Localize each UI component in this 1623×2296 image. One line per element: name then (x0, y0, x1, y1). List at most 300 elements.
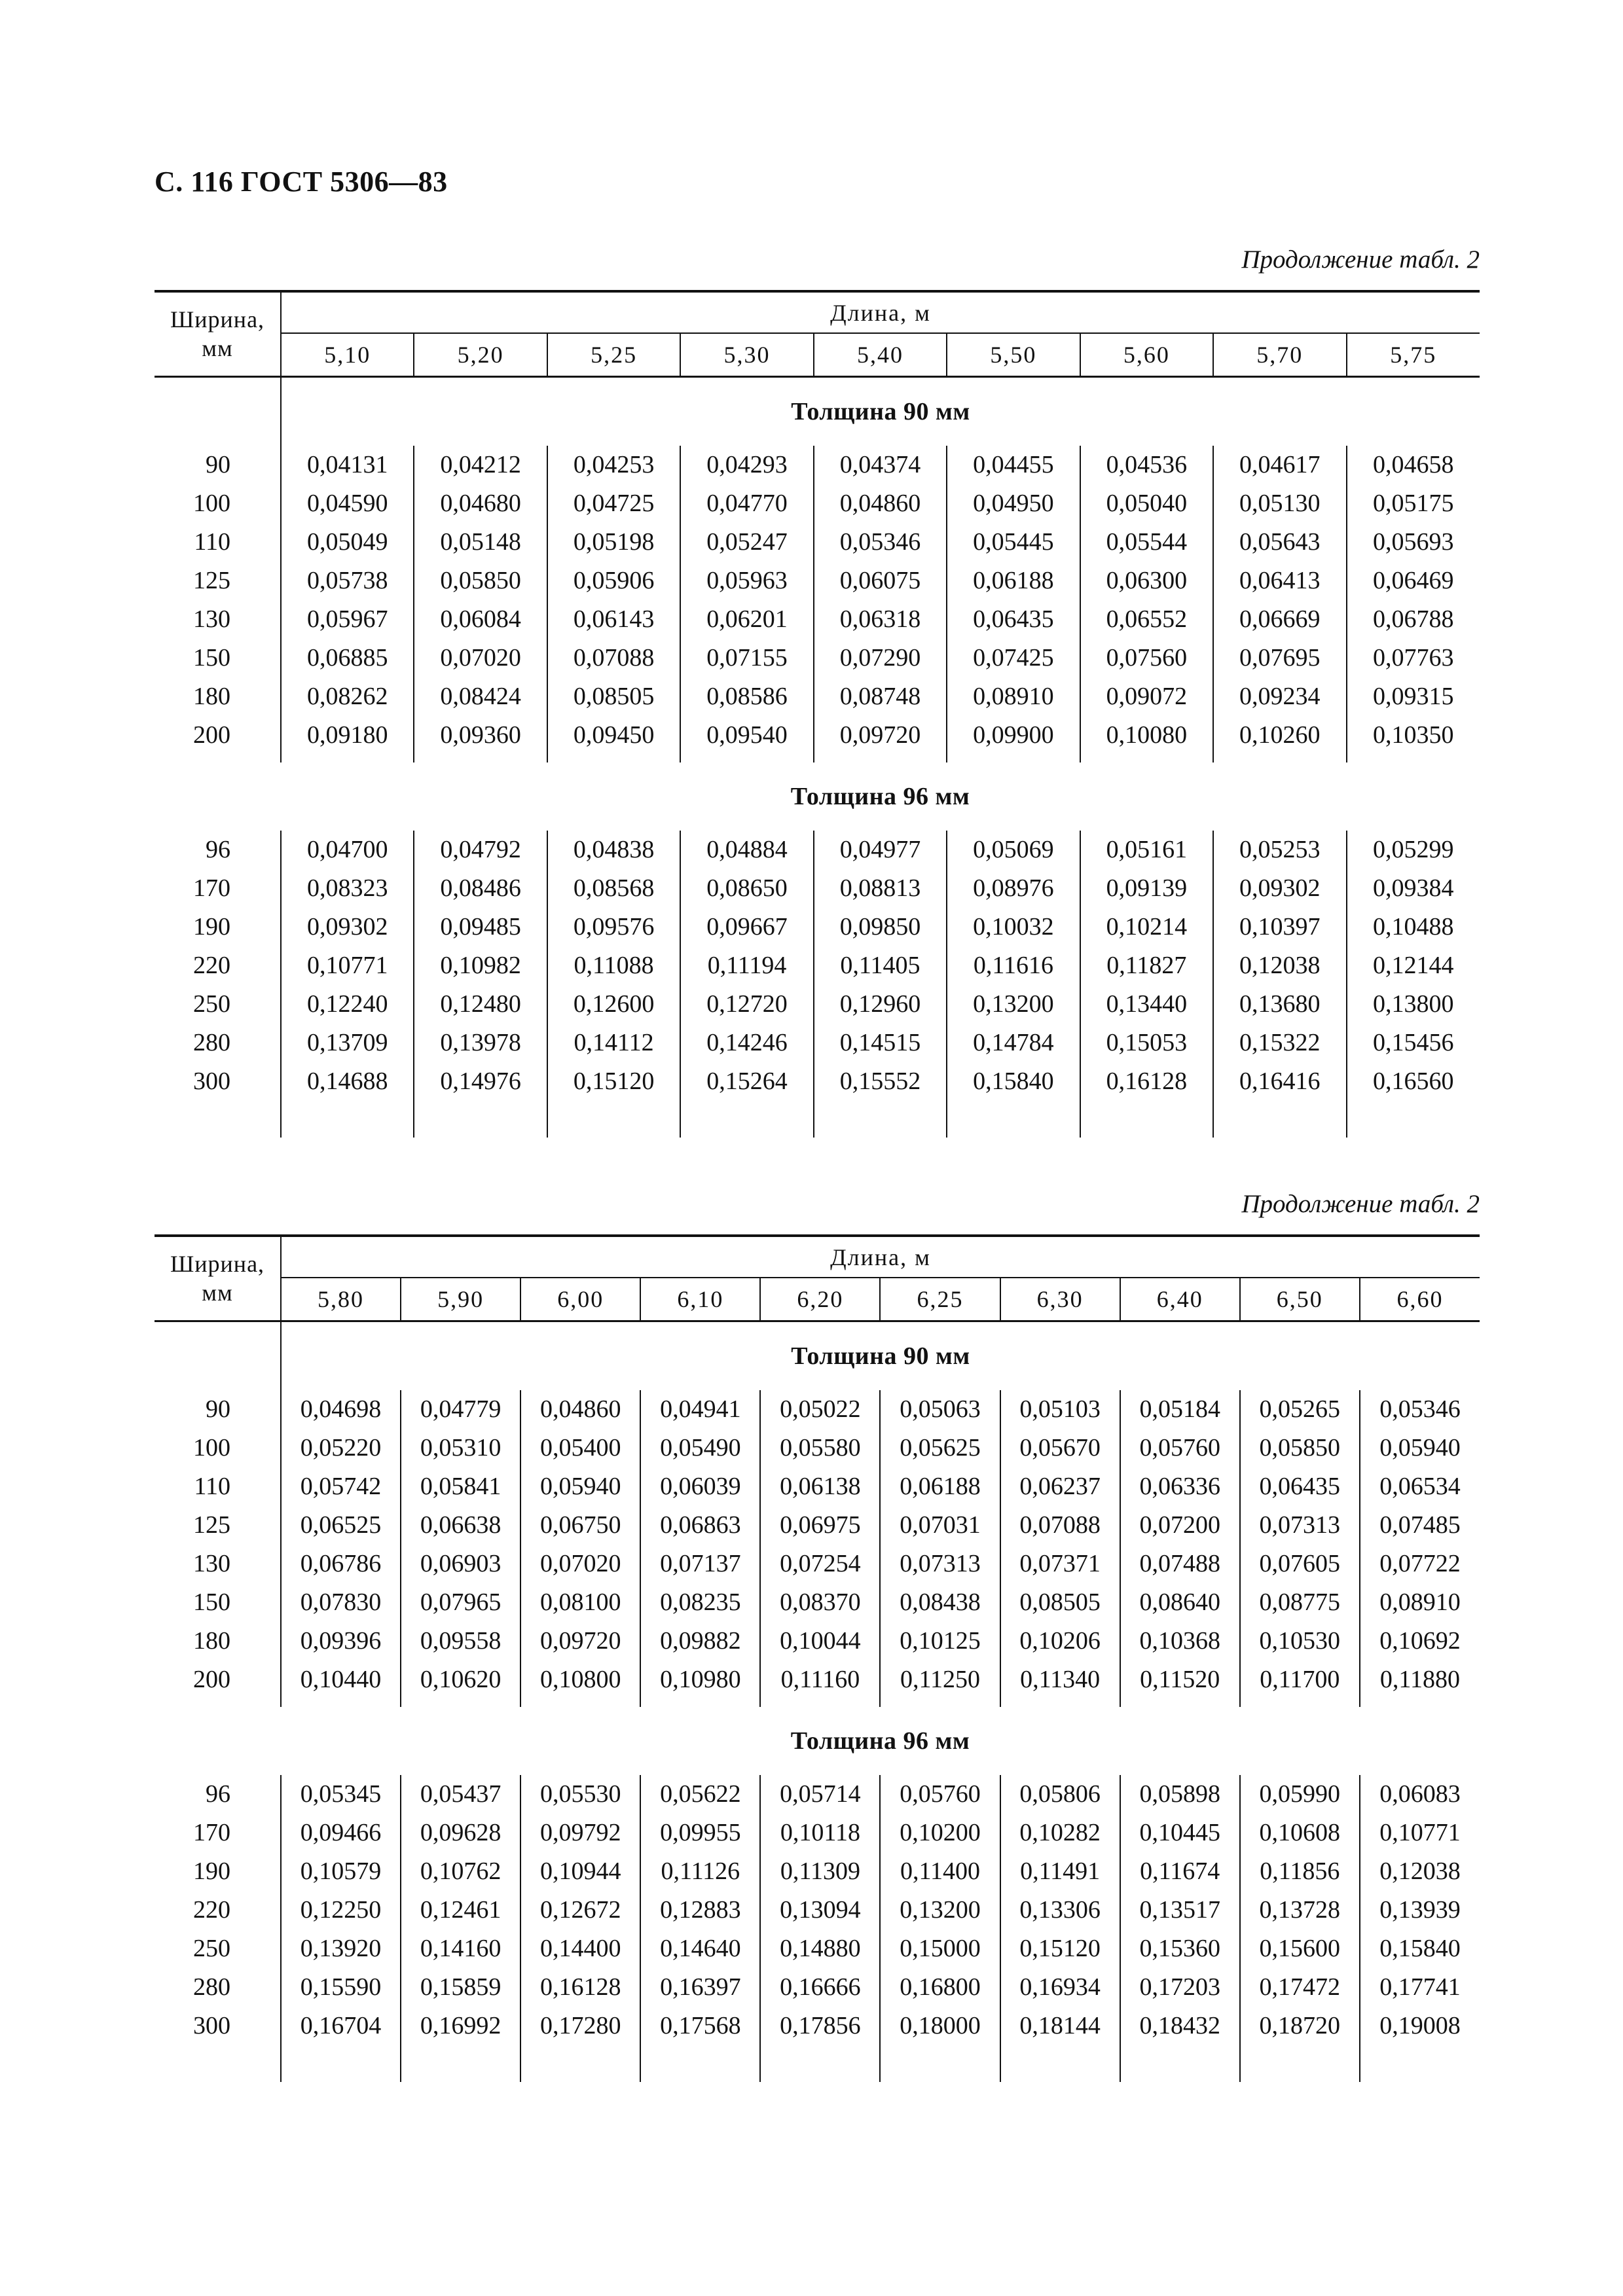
volume-cell: 0,12720 (680, 985, 813, 1024)
length-value-header: 5,70 (1213, 333, 1346, 376)
width-cell: 110 (194, 1473, 230, 1500)
volume-cell: 0,08910 (947, 677, 1080, 716)
volume-cell: 0,12250 (281, 1891, 401, 1929)
volume-cell: 0,15859 (401, 1968, 520, 2007)
volume-cell: 0,08910 (1360, 1583, 1480, 1622)
volume-cell: 0,07031 (880, 1506, 1000, 1545)
volume-cell: 0,04779 (401, 1390, 520, 1429)
table-row (155, 600, 1480, 639)
width-cell: 170 (193, 1819, 230, 1846)
volume-cell: 0,07254 (760, 1545, 880, 1583)
volume-cell: 0,06188 (880, 1467, 1000, 1506)
volume-cell: 0,06863 (640, 1506, 760, 1545)
volume-cell: 0,05022 (760, 1390, 880, 1429)
table-row (155, 484, 1480, 523)
table-row (155, 523, 1480, 562)
volume-cell: 0,10368 (1120, 1622, 1240, 1660)
volume-cell: 0,09302 (1213, 869, 1346, 908)
volume-cell: 0,04536 (1080, 446, 1213, 484)
volume-cell: 0,10282 (1000, 1814, 1120, 1852)
volume-cell: 0,15840 (1360, 1929, 1480, 1968)
volume-cell: 0,06552 (1080, 600, 1213, 639)
volume-cell: 0,05400 (520, 1429, 640, 1467)
volume-cell: 0,09360 (414, 716, 547, 755)
volume-cell: 0,05544 (1080, 523, 1213, 562)
volume-cell: 0,10608 (1240, 1814, 1360, 1852)
width-cell: 150 (193, 644, 230, 672)
table-row (155, 446, 1480, 484)
volume-cell: 0,15322 (1213, 1024, 1346, 1062)
volume-cell: 0,08586 (680, 677, 813, 716)
volume-cell: 0,12144 (1347, 946, 1480, 985)
volume-cell: 0,09384 (1347, 869, 1480, 908)
volume-cell: 0,06188 (947, 562, 1080, 600)
volume-cell: 0,08323 (281, 869, 414, 908)
volume-cell: 0,05247 (680, 523, 813, 562)
volume-cell: 0,17568 (640, 2007, 760, 2045)
volume-cell: 0,13306 (1000, 1891, 1120, 1929)
volume-cell: 0,05069 (947, 831, 1080, 869)
volume-cell: 0,07763 (1347, 639, 1480, 677)
width-cell: 250 (193, 990, 230, 1018)
width-cell: 90 (206, 1395, 230, 1423)
section-title: Толщина 90 мм (281, 376, 1480, 446)
volume-cell: 0,06143 (547, 600, 680, 639)
length-value-header: 6,25 (880, 1278, 1000, 1321)
volume-cell: 0,09485 (414, 908, 547, 946)
volume-cell: 0,05841 (401, 1467, 520, 1506)
width-cell: 220 (193, 952, 230, 979)
volume-cell: 0,15456 (1347, 1024, 1480, 1062)
volume-cell: 0,05990 (1240, 1775, 1360, 1814)
volume-cell: 0,05103 (1000, 1390, 1120, 1429)
length-value-header: 6,10 (640, 1278, 760, 1321)
volume-cell: 0,07155 (680, 639, 813, 677)
volume-cell: 0,14400 (520, 1929, 640, 1968)
volume-cell: 0,05437 (401, 1775, 520, 1814)
volume-cell: 0,10944 (520, 1852, 640, 1891)
width-cell: 150 (193, 1588, 230, 1616)
volume-cell: 0,12480 (414, 985, 547, 1024)
volume-table (155, 1234, 1480, 2082)
volume-cell: 0,05530 (520, 1775, 640, 1814)
volume-cell: 0,16128 (1080, 1062, 1213, 1101)
volume-cell: 0,09850 (814, 908, 947, 946)
width-cell: 300 (193, 2012, 230, 2039)
volume-cell: 0,10488 (1347, 908, 1480, 946)
volume-cell: 0,08235 (640, 1583, 760, 1622)
volume-cell: 0,08650 (680, 869, 813, 908)
volume-cell: 0,10771 (281, 946, 414, 985)
volume-cell: 0,09180 (281, 716, 414, 755)
volume-cell: 0,06750 (520, 1506, 640, 1545)
volume-cell: 0,05445 (947, 523, 1080, 562)
volume-cell: 0,10620 (401, 1660, 520, 1699)
table-row (155, 1429, 1480, 1467)
volume-cell: 0,11827 (1080, 946, 1213, 985)
section-title: Толщина 96 мм (790, 782, 970, 810)
table-row (155, 869, 1480, 908)
volume-cell: 0,11250 (880, 1660, 1000, 1699)
volume-cell: 0,13939 (1360, 1891, 1480, 1929)
volume-cell: 0,09882 (640, 1622, 760, 1660)
volume-cell: 0,06469 (1347, 562, 1480, 600)
volume-cell: 0,06638 (401, 1506, 520, 1545)
volume-cell: 0,07830 (281, 1583, 401, 1622)
table-row (155, 1660, 1480, 1699)
volume-cell: 0,08424 (414, 677, 547, 716)
volume-cell: 0,14112 (547, 1024, 680, 1062)
volume-cell: 0,05760 (1120, 1429, 1240, 1467)
volume-cell: 0,10800 (520, 1660, 640, 1699)
volume-cell: 0,10692 (1360, 1622, 1480, 1660)
volume-cell: 0,12038 (1213, 946, 1346, 985)
volume-cell: 0,12600 (547, 985, 680, 1024)
volume-cell: 0,16666 (760, 1968, 880, 2007)
length-value-header: 6,20 (760, 1278, 880, 1321)
volume-cell: 0,11674 (1120, 1852, 1240, 1891)
volume-cell: 0,14160 (401, 1929, 520, 1968)
volume-cell: 0,06669 (1213, 600, 1346, 639)
volume-cell: 0,07965 (401, 1583, 520, 1622)
table-row (155, 985, 1480, 1024)
volume-cell: 0,05643 (1213, 523, 1346, 562)
width-cell: 190 (193, 1857, 230, 1885)
volume-table (155, 290, 1480, 1138)
volume-cell: 0,10771 (1360, 1814, 1480, 1852)
volume-cell: 0,04293 (680, 446, 813, 484)
volume-cell: 0,09540 (680, 716, 813, 755)
volume-cell: 0,04131 (281, 446, 414, 484)
volume-cell: 0,14880 (760, 1929, 880, 1968)
volume-cell: 0,05898 (1120, 1775, 1240, 1814)
volume-cell: 0,04860 (520, 1390, 640, 1429)
volume-cell: 0,16128 (520, 1968, 640, 2007)
length-header: Длина, м (281, 291, 1480, 333)
table-row (155, 677, 1480, 716)
volume-cell: 0,04770 (680, 484, 813, 523)
volume-cell: 0,07425 (947, 639, 1080, 677)
volume-cell: 0,13978 (414, 1024, 547, 1062)
volume-cell: 0,06975 (760, 1506, 880, 1545)
volume-cell: 0,06201 (680, 600, 813, 639)
volume-cell: 0,05346 (1360, 1390, 1480, 1429)
volume-cell: 0,06534 (1360, 1467, 1480, 1506)
volume-cell: 0,09900 (947, 716, 1080, 755)
volume-cell: 0,05967 (281, 600, 414, 639)
volume-cell: 0,04884 (680, 831, 813, 869)
table-row (155, 1891, 1480, 1929)
volume-cell: 0,09450 (547, 716, 680, 755)
table-row (155, 946, 1480, 985)
volume-cell: 0,09792 (520, 1814, 640, 1852)
volume-cell: 0,09667 (680, 908, 813, 946)
volume-cell: 0,11088 (547, 946, 680, 985)
volume-cell: 0,14515 (814, 1024, 947, 1062)
volume-cell: 0,09396 (281, 1622, 401, 1660)
table-row (155, 1775, 1480, 1814)
volume-cell: 0,06788 (1347, 600, 1480, 639)
volume-cell: 0,08640 (1120, 1583, 1240, 1622)
volume-cell: 0,05161 (1080, 831, 1213, 869)
volume-cell: 0,07313 (880, 1545, 1000, 1583)
volume-cell: 0,07695 (1213, 639, 1346, 677)
volume-cell: 0,05148 (414, 523, 547, 562)
volume-cell: 0,10579 (281, 1852, 401, 1891)
volume-cell: 0,05742 (281, 1467, 401, 1506)
volume-cell: 0,05130 (1213, 484, 1346, 523)
volume-cell: 0,08262 (281, 677, 414, 716)
width-cell: 125 (193, 567, 230, 594)
volume-cell: 0,11880 (1360, 1660, 1480, 1699)
volume-cell: 0,14976 (414, 1062, 547, 1101)
volume-cell: 0,05299 (1347, 831, 1480, 869)
volume-cell: 0,11700 (1240, 1660, 1360, 1699)
volume-cell: 0,10125 (880, 1622, 1000, 1660)
length-header: Длина, м (281, 1236, 1480, 1278)
volume-cell: 0,14640 (640, 1929, 760, 1968)
volume-cell: 0,17856 (760, 2007, 880, 2045)
volume-cell: 0,15590 (281, 1968, 401, 2007)
volume-cell: 0,16704 (281, 2007, 401, 2045)
volume-cell: 0,05714 (760, 1775, 880, 1814)
volume-cell: 0,12672 (520, 1891, 640, 1929)
volume-cell: 0,09315 (1347, 677, 1480, 716)
volume-cell: 0,04680 (414, 484, 547, 523)
width-cell: 190 (193, 913, 230, 941)
volume-cell: 0,13800 (1347, 985, 1480, 1024)
volume-cell: 0,15000 (880, 1929, 1000, 1968)
volume-cell: 0,05049 (281, 523, 414, 562)
volume-cell: 0,09302 (281, 908, 414, 946)
width-cell: 180 (193, 1627, 230, 1655)
volume-cell: 0,08370 (760, 1583, 880, 1622)
volume-cell: 0,10397 (1213, 908, 1346, 946)
volume-cell: 0,12883 (640, 1891, 760, 1929)
length-value-header: 5,30 (680, 333, 813, 376)
volume-cell: 0,05760 (880, 1775, 1000, 1814)
volume-cell: 0,13680 (1213, 985, 1346, 1024)
length-value-header: 5,60 (1080, 333, 1213, 376)
volume-cell: 0,10080 (1080, 716, 1213, 755)
width-cell: 130 (193, 1550, 230, 1577)
table-row (155, 639, 1480, 677)
table-row (155, 1545, 1480, 1583)
volume-cell: 0,18432 (1120, 2007, 1240, 2045)
volume-cell: 0,11491 (1000, 1852, 1120, 1891)
volume-cell: 0,10982 (414, 946, 547, 985)
volume-cell: 0,10445 (1120, 1814, 1240, 1852)
table-row (155, 1929, 1480, 1968)
volume-cell: 0,04950 (947, 484, 1080, 523)
table-row (155, 1814, 1480, 1852)
volume-cell: 0,09558 (401, 1622, 520, 1660)
length-value-header: 5,20 (414, 333, 547, 376)
volume-cell: 0,14784 (947, 1024, 1080, 1062)
width-cell: 90 (206, 451, 230, 478)
length-value-header: 5,90 (401, 1278, 520, 1321)
volume-cell: 0,10214 (1080, 908, 1213, 946)
volume-cell: 0,17203 (1120, 1968, 1240, 2007)
volume-cell: 0,16416 (1213, 1062, 1346, 1101)
volume-cell: 0,04941 (640, 1390, 760, 1429)
volume-cell: 0,05850 (414, 562, 547, 600)
volume-cell: 0,08505 (547, 677, 680, 716)
width-cell: 200 (193, 1666, 230, 1693)
volume-cell: 0,11400 (880, 1852, 1000, 1891)
volume-cell: 0,05625 (880, 1429, 1000, 1467)
volume-cell: 0,07560 (1080, 639, 1213, 677)
volume-cell: 0,15360 (1120, 1929, 1240, 1968)
volume-cell: 0,06525 (281, 1506, 401, 1545)
volume-cell: 0,06083 (1360, 1775, 1480, 1814)
table-caption: Продолжение табл. 2 (1241, 245, 1480, 274)
volume-cell: 0,11194 (680, 946, 813, 985)
volume-cell: 0,04253 (547, 446, 680, 484)
volume-cell: 0,08100 (520, 1583, 640, 1622)
table-caption: Продолжение табл. 2 (1241, 1190, 1480, 1218)
volume-cell: 0,08438 (880, 1583, 1000, 1622)
volume-cell: 0,10440 (281, 1660, 401, 1699)
volume-cell: 0,17472 (1240, 1968, 1360, 2007)
volume-cell: 0,07371 (1000, 1545, 1120, 1583)
volume-cell: 0,07200 (1120, 1506, 1240, 1545)
volume-cell: 0,09955 (640, 1814, 760, 1852)
volume-cell: 0,06084 (414, 600, 547, 639)
table-row (155, 1506, 1480, 1545)
volume-cell: 0,04212 (414, 446, 547, 484)
volume-cell: 0,08568 (547, 869, 680, 908)
volume-cell: 0,05580 (760, 1429, 880, 1467)
volume-cell: 0,15264 (680, 1062, 813, 1101)
volume-cell: 0,07722 (1360, 1545, 1480, 1583)
volume-cell: 0,07605 (1240, 1545, 1360, 1583)
volume-cell: 0,09466 (281, 1814, 401, 1852)
volume-cell: 0,18720 (1240, 2007, 1360, 2045)
volume-cell: 0,08976 (947, 869, 1080, 908)
volume-cell: 0,04374 (814, 446, 947, 484)
volume-cell: 0,16800 (880, 1968, 1000, 2007)
table-row (155, 1622, 1480, 1660)
table-row (155, 1390, 1480, 1429)
volume-cell: 0,04590 (281, 484, 414, 523)
volume-cell: 0,11405 (814, 946, 947, 985)
width-cell: 100 (193, 1434, 230, 1462)
volume-cell: 0,10530 (1240, 1622, 1360, 1660)
volume-cell: 0,06075 (814, 562, 947, 600)
volume-cell: 0,05906 (547, 562, 680, 600)
table-row (155, 716, 1480, 755)
volume-cell: 0,05490 (640, 1429, 760, 1467)
volume-cell: 0,05345 (281, 1775, 401, 1814)
volume-cell: 0,16560 (1347, 1062, 1480, 1101)
volume-cell: 0,16397 (640, 1968, 760, 2007)
volume-cell: 0,04617 (1213, 446, 1346, 484)
volume-cell: 0,15840 (947, 1062, 1080, 1101)
volume-cell: 0,10762 (401, 1852, 520, 1891)
volume-cell: 0,18144 (1000, 2007, 1120, 2045)
volume-cell: 0,09576 (547, 908, 680, 946)
table-row (155, 2007, 1480, 2045)
width-column-header: Ширина, мм (155, 291, 281, 376)
volume-cell: 0,13709 (281, 1024, 414, 1062)
length-value-header: 5,25 (547, 333, 680, 376)
volume-cell: 0,06336 (1120, 1467, 1240, 1506)
volume-cell: 0,07088 (547, 639, 680, 677)
volume-cell: 0,11126 (640, 1852, 760, 1891)
volume-cell: 0,10044 (760, 1622, 880, 1660)
width-cell: 250 (193, 1935, 230, 1962)
width-cell: 110 (194, 528, 230, 556)
volume-cell: 0,18000 (880, 2007, 1000, 2045)
volume-cell: 0,08813 (814, 869, 947, 908)
volume-cell: 0,11309 (760, 1852, 880, 1891)
volume-cell: 0,04977 (814, 831, 947, 869)
volume-cell: 0,06903 (401, 1545, 520, 1583)
volume-cell: 0,06435 (947, 600, 1080, 639)
volume-cell: 0,04838 (547, 831, 680, 869)
length-value-header: 6,60 (1360, 1278, 1480, 1321)
volume-cell: 0,12461 (401, 1891, 520, 1929)
volume-cell: 0,07290 (814, 639, 947, 677)
volume-cell: 0,05806 (1000, 1775, 1120, 1814)
volume-cell: 0,07313 (1240, 1506, 1360, 1545)
volume-cell: 0,16934 (1000, 1968, 1120, 2007)
volume-cell: 0,08486 (414, 869, 547, 908)
volume-cell: 0,06138 (760, 1467, 880, 1506)
volume-cell: 0,05940 (1360, 1429, 1480, 1467)
table-row (155, 1852, 1480, 1891)
length-value-header: 6,40 (1120, 1278, 1240, 1321)
volume-cell: 0,05175 (1347, 484, 1480, 523)
width-cell: 200 (193, 721, 230, 749)
volume-cell: 0,06237 (1000, 1467, 1120, 1506)
width-cell: 180 (193, 683, 230, 710)
volume-cell: 0,08505 (1000, 1583, 1120, 1622)
width-cell: 96 (206, 836, 230, 863)
volume-cell: 0,05265 (1240, 1390, 1360, 1429)
width-cell: 130 (193, 605, 230, 633)
section-title: Толщина 90 мм (281, 1321, 1480, 1390)
table-row (155, 1467, 1480, 1506)
volume-cell: 0,06885 (281, 639, 414, 677)
volume-cell: 0,05693 (1347, 523, 1480, 562)
volume-cell: 0,07485 (1360, 1506, 1480, 1545)
length-value-header: 5,80 (281, 1278, 401, 1321)
volume-cell: 0,05622 (640, 1775, 760, 1814)
volume-cell: 0,11616 (947, 946, 1080, 985)
table-row (155, 1062, 1480, 1101)
volume-cell: 0,15120 (547, 1062, 680, 1101)
table-row (155, 1968, 1480, 2007)
table-row (155, 831, 1480, 869)
volume-cell: 0,07137 (640, 1545, 760, 1583)
volume-cell: 0,17741 (1360, 1968, 1480, 2007)
volume-cell: 0,15552 (814, 1062, 947, 1101)
width-cell: 300 (193, 1067, 230, 1095)
table-row (155, 562, 1480, 600)
volume-cell: 0,10260 (1213, 716, 1346, 755)
volume-cell: 0,15120 (1000, 1929, 1120, 1968)
volume-cell: 0,09234 (1213, 677, 1346, 716)
width-cell: 280 (193, 1029, 230, 1056)
volume-cell: 0,05670 (1000, 1429, 1120, 1467)
volume-cell: 0,10118 (760, 1814, 880, 1852)
volume-cell: 0,04725 (547, 484, 680, 523)
volume-cell: 0,05738 (281, 562, 414, 600)
volume-cell: 0,06786 (281, 1545, 401, 1583)
volume-cell: 0,14246 (680, 1024, 813, 1062)
